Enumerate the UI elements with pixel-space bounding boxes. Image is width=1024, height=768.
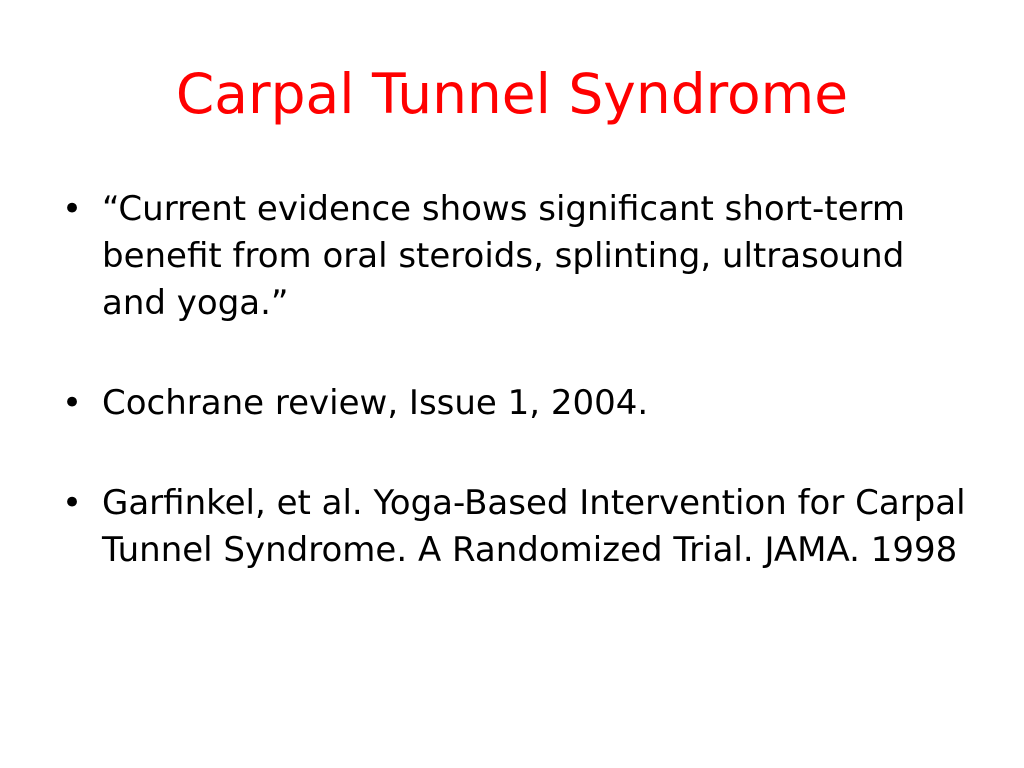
bullet-text: Cochrane review, Issue 1, 2004. (102, 383, 649, 423)
bullet-icon: • (62, 189, 83, 229)
bullet-list (62, 186, 967, 574)
bullet-icon: • (62, 483, 83, 523)
bullet-icon: • (62, 383, 83, 423)
bullet-item (62, 186, 967, 327)
bullet-item (62, 480, 967, 574)
bullet-text: Garfinkel, et al. Yoga-Based Intervention for Carpal Tunnel Syndrome. A Randomized Trial. JAMA. 1998 (102, 483, 966, 570)
slide-title: Carpal Tunnel Syndrome (175, 62, 849, 126)
bullet-item (62, 380, 967, 427)
bullet-text: “Current evidence shows significant short-term benefit from oral steroids, splinting, ultrasound and yoga.” (102, 189, 906, 323)
